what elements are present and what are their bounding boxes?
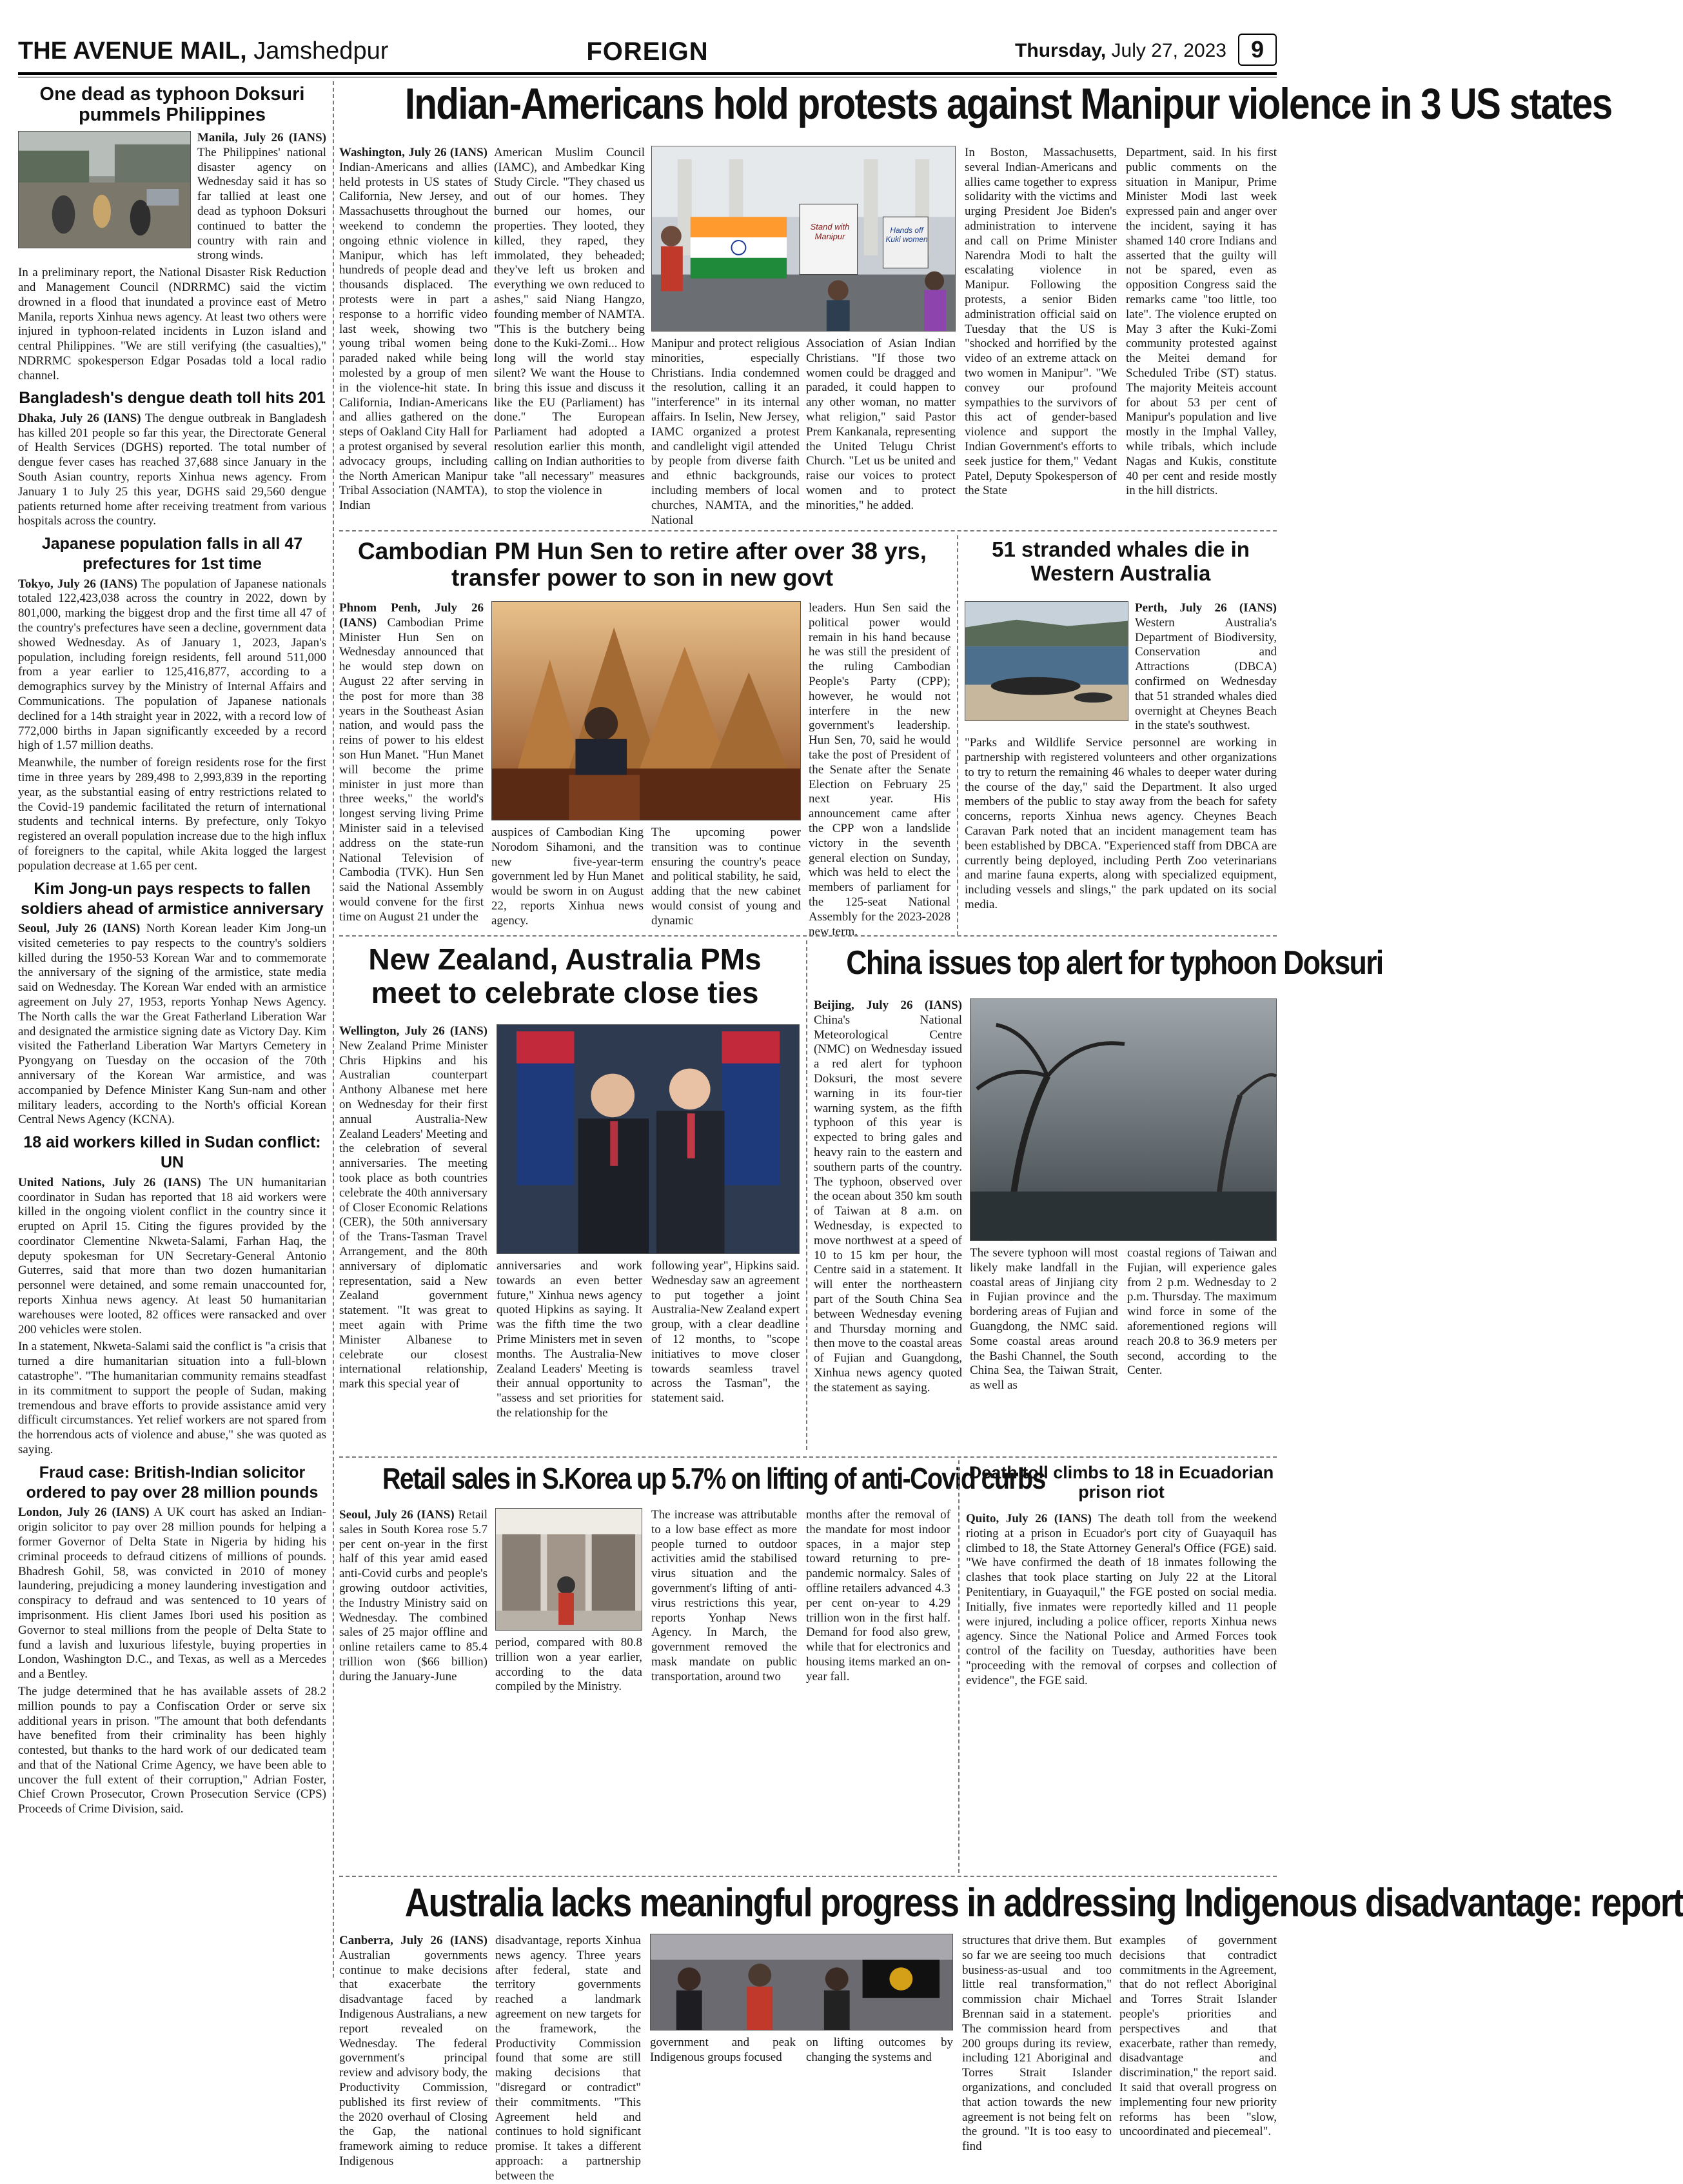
- left-column: [18, 81, 326, 1971]
- row-divider-2: [339, 935, 1277, 937]
- manipur-col-6: Department, said. In his first public comments on the situation in Manipur, Prime Minister Modi last week expressed pain and anger over the incident, saying it has shamed 140 crore Indians and asserted that the guilty will not be spared, even as opposition Congress said the remarks came "too little, too late". The violence erupted on May 3 after the Kuki-Zomi community protested against the Meitei demand for Scheduled Tribe (ST) status. The majority Meiteis account for about 53 per cent of Manipur's population and live mostly in the Imphal Valley, while tribals, which include Nagas and Kukis, constitute 40 per cent and reside mostly in the hill districts.: [1126, 146, 1277, 498]
- article-dengue-bangladesh: Dhaka, July 26 (IANS) The dengue outbreak in Bangladesh has killed 201 people so far this year, the Directorate General of Health Services (DGHS) reported. The total number of dengue fever cases has reached 37,688 since January in the South Asian country, reports Xinhua news agency. From January 1 to July 25 this year, DGHS said 29,560 dengue patients returned home after receiving treatment from various hospitals across the country.: [18, 411, 326, 528]
- manipur-col-5: In Boston, Massachusetts, several Indian-Americans and allies came together to express solidarity with the victims and urging President Joe Biden's administration to intervene and call on Prime Minister Narendra Modi to halt the escalating violence in Manipur. Following the protests, a senior Biden administration official said on Tuesday that the US is "shocked and horrified by the video of an extreme attack on two women in Manipur". "We convey our profound sympathies to the survivors of this act of gender-based violence and support the Indian Government's efforts to seek justice for them," Vedant Patel, Deputy Spokesperson of the State: [965, 146, 1117, 498]
- photo-hun-sen: [491, 601, 801, 820]
- indigenous-col-2: disadvantage, reports Xinhua news agency. Three years after federal, state and territory governments reached a landmark agreement on new targets for the framework, the Productivity Commission found that some are still making decisions that "disregard or contradict" their commitments. "This Agreement held and continues to hold significant promise. It takes a different approach: a partnership between the: [495, 1934, 641, 2183]
- masthead: [18, 34, 1277, 71]
- headline-indigenous-disadvantage: Australia lacks meaningful progress in addressing Indigenous disadvantage: report: [404, 1881, 1683, 1925]
- china-col-1: Beijing, July 26 (IANS) China's National Meteorological Centre (NMC) on Wednesday issued a red alert for typhoon Doksuri, the most severe warning in its four-tier warning system, as the fifth typhoon of this year is expected to bring gales and heavy rain to the eastern and southern parts of the country. The typhoon, observed over the ocean about 350 km south of Taiwan at 8 a.m. on Wednesday, is expected to move northwest at a speed of 10 to 15 km per hour, the Centre said in a statement. It will enter the northeastern part of the South China Sea between Wednesday evening and Thursday morning and then move to the coastal areas of Fujian and Guangdong, Xinhua news agency quoted the statement as saying.: [814, 998, 962, 1395]
- headline-dengue-bangladesh: Bangladesh's dengue death toll hits 201: [19, 389, 326, 408]
- nzaus-col-3: following year", Hipkins said. Wednesday saw an agreement to put together a joint Australia-New Zealand expert group, with a clear deadline of 12 months, to "scope initiatives to move closer towards seamless travel across the Tasman", the statement said.: [651, 1259, 800, 1405]
- indigenous-col-3: government and peak Indigenous groups focused: [650, 2036, 796, 2064]
- retail-col-3: The increase was attributable to a low base effect as more people turned to outdoor activities amid the stabilised virus situation and the government's lifting of anti-virus restrictions this year, reports Yonhap News Agency. In March, the government removed the mask mandate on public transportation, around two: [651, 1508, 797, 1683]
- headline-hun-sen: Cambodian PM Hun Sen to retire after over 38 yrs, transfer power to son in new govt: [357, 538, 927, 591]
- nzaus-col-1: Wellington, July 26 (IANS) New Zealand Prime Minister Chris Hipkins and his Australian counterpart Anthony Albanese met here on Wednesday for their first annual Australia-New Zealand Leaders' Meeting and the celebration of several anniversaries. The meeting took place as both countries celebrate the 40th anniversary of Closer Economic Relations (CER), the 50th anniversary of the Trans-Tasman Travel Arrangement, and the 80th anniversary of diplomatic representation, said a New Zealand government statement. "It was great to meet again with Prime Minister Albanese to celebrate our closest international relationship, mark this special year of: [339, 1024, 487, 1391]
- column-divider-mid-2: [806, 940, 807, 1450]
- row-divider-4: [339, 1876, 1277, 1877]
- photo-manipur-protest: [651, 146, 956, 332]
- headline-kim-jong-un: Kim Jong-un pays respects to fallen soldiers ahead of armistice anniversary: [21, 879, 324, 918]
- section-title: FOREIGN: [586, 37, 709, 66]
- headline-china-typhoon: China issues top alert for typhoon Doksuri: [846, 944, 1383, 982]
- article-kim-jong-un: Seoul, July 26 (IANS) North Korean leader Kim Jong-un visited cemeteries to pay respects to the country's soldiers killed during the 1950-53 Korean War and to commemorate the anniversary of the signing of the armistice, state media said on Wednesday. The Korean War ended with an armistice agreement on July 27, 1953, reports Yonhap News Agency. The North calls the war the Great Fatherland Liberation War and designated the armistice signing date as Victory Day. Kim visited the Fatherland Liberation War Martyrs Cemetery in Pyongyang on Tuesday on the occasion of the 70th anniversary of the Korean War armistice, and was accompanied by Defence Minister Kang Sun-nam and other military leaders, according to the North's official Korean Central News Agency (KCNA).: [18, 922, 327, 1127]
- indigenous-col-6: examples of government decisions that contradict commitments in the Agreement, that do not reflect Aboriginal and Torres Strait Islander people's priorities and perspectives and that exacerbate, rather than remedy, disadvantage and discrimination," the report said. It said that overall progress on implementing four new priority reforms has been "slow, uncoordinated and piecemeal".: [1119, 1934, 1277, 2139]
- article-typhoon-philippines: Manila, July 26 (IANS) The Philippines' national disaster agency on Wednesday said it has so far tallied at least one dead as typhoon Doksuri continued to batter the country with rain and strong winds. In a preliminary report, the National Disaster Risk Reduction and Management Council (NDRRMC) said the victim drowned in a flood that inundated a province east of Metro Manila, reports Xinhua news agency. At least two others were injured in typhoon-related incidents in Luzon island and central Philippines. "We are still verifying (the casualties)," NDRRMC spokesperson Edgar Posadas told a local radio channel.: [18, 130, 326, 382]
- photo-nz-australia-pms: [497, 1024, 800, 1254]
- article-fraud-case: London, July 26 (IANS) A UK court has asked an Indian-origin solicitor to pay over 28 million pounds for helping a former Governor of Delta State in Nigeria by hiding his criminal proceeds to defraud citizens of millions of pounds. Bhadresh Gohil, 58, was convicted in 2010 of money laundering, prejudicing a money laundering investigation and conspiracy to defraud and was sentenced to 10 years of imprisonment. His client James Ibori used his position as Governor to steal millions from the people of Delta State to fund a lavish and luxurious lifestyle, buying properties in London, Washington D.C., and Texas, as well as a Mercedes and a Bentley. The judge determined that he has available assets of 28.2 million pounds to pay a Confiscation Order or serve six additional years in prison. "The amount that both defendants have benefited from their criminality has been highly contested, but thanks to the hard work of our dedicated team and that of the National Crime Agency, we have been able to uncover the full extent of their corruption," Adrian Foster, Chief Crown Prosecutor, Crown Prosecution Service (CPS) Proceeds of Crime Division, said.: [18, 1505, 327, 1816]
- paper-name: THE AVENUE MAIL, Jamshedpur: [18, 37, 389, 65]
- page-number: 9: [1238, 34, 1277, 66]
- article-stranded-whales: Perth, July 26 (IANS) Western Australia's Department of Biodiversity, Conservation and Attractions (DBCA) confirmed on Wednesday that 51 stranded whales died overnight at Cheynes Beach in the state's southwest. "Parks and Wildlife Service personnel are working in partnership with registered volunteers and other organizations to try to return the remaining 46 whales to deeper water during the course of the day," said the Department. It also urged members of the public to stay away from the beach for safety concerns, reports Xinhua news agency. Cheynes Beach Caravan Park noted that an incident management team has been established by DBCA. "Experienced staff from DBCA are currently being deployed, including Perth Zoo veterinarians and marine fauna experts, along with specialized equipment, including vessels and slings," the park updated on its social media.: [965, 601, 1277, 911]
- manipur-col-2: American Muslim Council (IAMC), and Ambedkar King Study Circle. "They chased us out of our homes. They burned our homes, our properties. They looted, they killed, they raped, they immolated, they beheaded; they've left us broken and everything we own reduced to ashes," said Niang Hangzo, founding member of NAMTA. "This is the butchery being done to the Kuki-Zomi... How long will the world stay silent? We want the House to bring this issue and discuss it like the EU (Parliament) has done." The European Parliament had adopted a resolution earlier this month, calling on Indian authorities to take "all necessary" measures to stop the violence in: [494, 146, 645, 498]
- headline-korea-retail: Retail sales in S.Korea up 5.7% on lifting of anti-Covid curbs: [382, 1462, 1045, 1495]
- indigenous-col-4: on lifting outcomes by changing the systems and: [806, 2036, 953, 2064]
- headline-manipur-protests: Indian-Americans hold protests against Manipur violence in 3 US states: [404, 79, 1612, 128]
- headline-nz-australia: New Zealand, Australia PMs meet to celebrate close ties: [368, 942, 762, 1009]
- column-divider-mid-3: [958, 1460, 960, 1873]
- headline-stranded-whales: 51 stranded whales die in Western Australia: [992, 537, 1250, 585]
- headline-sudan-aid-workers: 18 aid workers killed in Sudan conflict: UN: [23, 1133, 321, 1172]
- manipur-col-1: Washington, July 26 (IANS) Indian-Americans and allies held protests in US states of California, New Jersey, and Massachusetts throughout the weekend to condemn the ongoing ethnic violence in Manipur, which has left hundreds of people dead and thousands displaced. The protests were in part a response to a horrific video last week, showing two young tribal women being paraded naked while being molested by a group of men in the violence-hit state. In California, Indian-Americans and allies gathered on the steps of Oakland City Hall for a protest organised by several advocacy groups, including the North American Manipur Tribal Association (NAMTA), Indian: [339, 146, 487, 513]
- article-japan-population: Tokyo, July 26 (IANS) The population of Japanese nationals totaled 122,423,038 across the country in 2022, down by 801,000, marking the biggest drop and the first time all 47 of the country's prefectures have seen a decline, government data showed Wednesday. As of January 1, 2023, Japan's population, including foreign residents, fell around 511,000 from a year earlier to 125,416,877, according to a demographics survey by the Ministry of Internal Affairs and Communications. The population of Japanese nationals declined for a 14th straight year in 2022, with a record low of 772,000 births in Japan significantly exceeded by a record high of 1.57 million deaths. Meanwhile, the number of foreign residents rose for the first time in three years by 289,498 to 2,993,839 in the reporting year, as the substantial easing of entry restrictions related to the Covid-19 pandemic facilitated the return of international students and technical interns. By prefecture, only Tokyo registered an overall population increase due to the high influx of foreigners to the capital, while Akita logged the largest population decrease at 1.65 per cent.: [18, 577, 326, 873]
- masthead-rule: [18, 72, 1277, 75]
- headline-japan-population: Japanese population falls in all 47 prefectures for 1st time: [41, 535, 303, 573]
- china-col-2: The severe typhoon will most likely make landfall in the coastal areas of Jinjiang city in Fujian province and the bordering areas of Fujian and Guangdong, the NMC said. Some coastal areas around the Bashi Channel, the South China Sea, the Taiwan Strait, as well as: [970, 1246, 1118, 1393]
- protest-sign-1: Stand with Manipur: [810, 222, 850, 241]
- nzaus-col-2: anniversaries and work towards an even better future," Xinhua news agency quoted Hipkins as saying. It was the fifth time the two Prime Ministers met in seven months. The Australia-New Zealand Leaders' Meeting is their annual opportunity to "assess and set priorities for the relationship for the: [497, 1259, 642, 1420]
- retail-col-2: period, compared with 80.8 trillion won a year earlier, according to the data compiled by the Ministry.: [495, 1636, 642, 1694]
- photo-korea-retail: [495, 1508, 642, 1631]
- protest-sign-2: Hands off Kuki women: [885, 226, 928, 244]
- row-divider-3: [339, 1456, 1277, 1458]
- headline-ecuador-prison: Death toll climbs to 18 in Ecuadorian prison riot: [969, 1463, 1274, 1502]
- hunsen-col-2: auspices of Cambodian King Norodom Sihamoni, and the new five-year-term government led by Hun Manet would be sworn in on August 22, reports Xinhua news agency.: [491, 826, 644, 928]
- retail-col-1: Seoul, July 26 (IANS) Retail sales in South Korea rose 5.7 per cent on-year in the first half of this year amid eased anti-Covid curbs and people's growing outdoor activities, the Industry Ministry said on Wednesday. The combined sales of 25 major offline and online retailers came to 85.4 trillion won ($66 billion) during the January-June: [339, 1508, 488, 1683]
- photo-stranded-whales: [965, 601, 1128, 721]
- retail-col-4: months after the removal of the mandate for most indoor spaces, in a major step toward returning to pre-pandemic normalcy. Sales of offline retailers advanced 4.3 per cent on-year to 4.29 trillion won in the first half. Demand for food also grew, while that for electronics and housing items marked an on-year fall.: [806, 1508, 950, 1683]
- row-divider-1: [339, 530, 1277, 531]
- photo-china-typhoon: [970, 998, 1277, 1241]
- hunsen-col-3: The upcoming power transition was to continue ensuring the country's peace and political stability, he said, adding that the new cabinet would consist of young and dynamic: [651, 826, 801, 928]
- article-sudan-aid-workers: United Nations, July 26 (IANS) The UN humanitarian coordinator in Sudan has reported that 18 aid workers were killed in the ongoing violent conflict in the country since it erupted on April 15. Citing the figures provided by the coordinator Clementine Nkweta-Salami, Farhan Haq, the deputy spokesman for UN Secretary-General Antonio Guterres, said that more than two dozen humanitarian personnel were detained, and some remain unaccounted for, reports Xinhua news agency. At least 50 humanitarian warehouses were looted, 82 offices were ransacked and over 200 vehicles were stolen. In a statement, Nkweta-Salami said the conflict is "a crisis that turned a dire humanitarian situation into a full-blown catastrophe". "The humanitarian community remains steadfast in its commitment to support the people of Sudan, making tremendous and brave efforts to provide assistance amid very difficult circumstances. Yet relief workers are not spared from the horrendous acts of violence and abuse," she was quoted as saying.: [18, 1175, 326, 1457]
- photo-indigenous-rally: [650, 1934, 953, 2030]
- headline-fraud-case: Fraud case: British-Indian solicitor ordered to pay over 28 million pounds: [26, 1463, 319, 1502]
- manipur-col-4: Association of Asian Indian Christians. "If those two women could be dragged and paraded, it could happen to any other woman, no matter what religion," said Pastor Prem Kankanala, representing the United Telugu Christ Church. "Let us be united and raise our voices to protect women and to protect minorities," he added.: [806, 337, 956, 512]
- article-ecuador-prison: Quito, July 26 (IANS) The death toll from the weekend rioting at a prison in Ecuador's port city of Guayaquil has climbed to 18, the State Attorney General's Office (FGE) said. "We have confirmed the death of 18 inmates following the clashes that took place starting on July 22 at the Litoral Penitentiary, in Guayaquil," the FGE posted on social media. Initially, five inmates were reportedly killed and 11 people were injured, including a police officer, reports Xinhua news agency. Since the National Police and Armed Forces took control of the facility on Tuesday, authorities have been "proceeding with the removal of corpses and collection of evidence", the FGE said.: [966, 1512, 1277, 1687]
- manipur-col-3: Manipur and protect religious minorities, especially Christians. India condemned the resolution, calling it an "interference" in its internal affairs. In Iselin, New Jersey, IAMC organized a protest and candlelight vigil attended by people from diverse faith and ethnic backgrounds, including members of local churches, NAMTA, and the National: [651, 337, 800, 527]
- hunsen-col-1: Phnom Penh, July 26 (IANS) Cambodian Prime Minister Hun Sen on Wednesday announced that he would step down on August 22 after serving in the post for more than 38 years in the Southeast Asian nation, and would pass the reins of power to his eldest son Hun Manet. "Hun Manet will become the prime minister in just more than three weeks," the world's longest serving living Prime Minister said in a televised address on the state-run National Television of Cambodia (TVK). Hun Sen said the National Assembly would convene for the first time on August 21 under the: [339, 601, 484, 924]
- indigenous-col-1: Canberra, July 26 (IANS) Australian governments continue to make decisions that exacerbate the disadvantage faced by Indigenous Australians, a new report revealed on Wednesday. The federal government's principal review and advisory body, the Productivity Commission, published its first review of the 2020 overhaul of Closing the Gap, the national framework aiming to reduce Indigenous: [339, 1934, 487, 2168]
- issue-date: Thursday, July 27, 2023: [1015, 40, 1226, 61]
- photo-flood-philippines: [18, 131, 191, 248]
- column-divider-left: [333, 81, 334, 1978]
- hunsen-col-4: leaders. Hun Sen said the political power would remain in his hand because he was still the president of the ruling Cambodian People's Party (CPP); however, he would not interfere in the new government's leadership. Hun Sen, 70, said he would take the post of President of the Senate after the Senate Election on February 25 next year. His announcement came after the CPP won a landslide victory in the seventh general election on Sunday, which was held to elect the members of parliament for the 125-seat National Assembly for the 2023-2028 new term.: [809, 601, 950, 938]
- headline-typhoon-philippines: One dead as typhoon Doksuri pummels Philippines: [39, 84, 305, 126]
- china-col-3: coastal regions of Taiwan and Fujian, will experience gales from 2 p.m. Wednesday to 2 p.m. Thursday. The maximum wind force in some of the aforementioned regions will reach 20.8 to 36.9 meters per second, according to the Center.: [1127, 1246, 1277, 1378]
- indigenous-col-5: structures that drive them. But so far we are seeing too much business-as-usual and too little real transformation," commission chair Michael Brennan said in a statement. The commission heard from 200 groups during its review, including 121 Aboriginal and Torres Strait Islander organizations, and concluded that action towards the new agreement is not being felt on the ground. "It is too easy to find: [962, 1934, 1112, 2154]
- column-divider-mid: [957, 535, 958, 935]
